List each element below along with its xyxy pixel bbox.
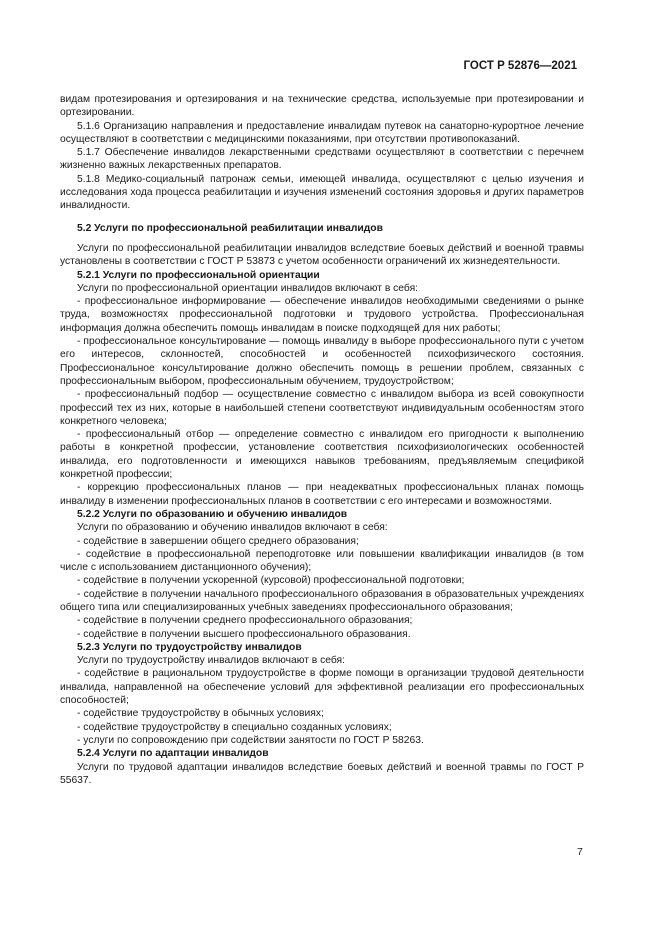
paragraph: 5.1.7 Обеспечение инвалидов лекарственными средствами осуществляют в соответствии с перечнем жизненно важных лекарственных препаратов. (60, 147, 584, 172)
paragraph: 5.1.6 Организацию направления и предоставление инвалидам путевок на санаторно-курортное лечение осуществляют в соответствии с медицинскими показаниями, при отсутствии противопоказаний. (60, 120, 584, 145)
subsection-heading-5-2-2: 5.2.2 Услуги по образованию и обучению инвалидов (77, 508, 348, 520)
paragraph: Услуги по трудоустройству инвалидов включают в себя: (77, 655, 345, 667)
list-item: - содействие трудоустройству в специально созданных условиях; (77, 721, 392, 733)
list-item: - профессиональный подбор — осуществление совместно с инвалидом выбора из всей совокупности профессий тех из них, которые в наибольшей степени соответствуют индивидуальным особенностям этого конкретного человека; (60, 389, 584, 427)
list-item: - профессиональное информирование — обеспечение инвалидов необходимыми сведениями о рынке труда, возможностях профессиональной подготовки и трудового устройства. Профессиональная информация должна обеспечить помощь инвалидам в поиске подходящей для них работы; (60, 296, 584, 334)
list-item: - содействие трудоустройству в обычных условиях; (77, 708, 324, 720)
paragraph: Услуги по образованию и обучению инвалидов включают в себя: (77, 522, 388, 534)
list-item: - содействие в получении среднего профессионального образования; (77, 615, 413, 627)
section-heading-5-2: 5.2 Услуги по профессиональной реабилитации инвалидов (77, 222, 383, 234)
list-item: - содействие в рациональном трудоустройстве в форме помощи в организации трудовой деятельности инвалида, направленной на обеспечение условий для эффективной реализации его профессиональных способностей; (60, 668, 584, 707)
list-item: - профессиональное консультирование — помощь инвалиду в выборе профессионального пути с учетом его интересов, склонностей, способностей и особенностей психофизического состояния. Профессиональное консультирование должно обеспечить помощь в решении проблем, связанных с профессиональным выбором, профессиональным обучением, трудоустройством; (60, 336, 584, 387)
paragraph: 5.1.8 Медико-социальный патронаж семьи, имеющей инвалида, осуществляют с целью изучения и исследования хода процесса реабилитации и изучения изменений состояния здоровья и других параметров инвалидности. (60, 173, 584, 212)
paragraph: Услуги по профессиональной реабилитации инвалидов вследствие боевых действий и военной травмы установлены в соответствии с ГОСТ Р 53873 с учетом особенности ограничений их жизнедеятельности. (60, 242, 584, 268)
list-item: - содействие в завершении общего среднего образования; (77, 535, 359, 547)
list-item: - коррекцию профессиональных планов — при неадекватных профессиональных планах помощь инвалиду в изменении профессиональных планов в соответствии с его интересами и возможностями. (60, 482, 584, 507)
list-item: - содействие в профессиональной переподготовке или повышении квалификации инвалидов (в том числе с использованием дистанционного обучения); (60, 548, 584, 574)
list-item: - содействие в получении высшего профессионального образования. (77, 628, 411, 640)
document-code: ГОСТ Р 52876—2021 (463, 60, 577, 72)
paragraph: Услуги по профессиональной ориентации инвалидов включают в себя: (77, 282, 419, 294)
paragraph: видам протезирования и ортезирования и на технические средства, используемые при протезировании и ортезировании. (60, 94, 584, 119)
list-item: - содействие в получении начального профессионального образования в образовательных учреждениях общего типа или специализированных учебных заведениях профессионального образования; (60, 588, 584, 613)
list-item: - услуги по сопровождению при содействии занятости по ГОСТ Р 58263. (77, 734, 424, 746)
document-body (60, 93, 584, 787)
subsection-heading-5-2-4: 5.2.4 Услуги по адаптации инвалидов (77, 748, 269, 760)
subsection-heading-5-2-3: 5.2.3 Услуги по трудоустройству инвалидов (77, 641, 302, 653)
page-number: 7 (577, 846, 583, 858)
subsection-heading-5-2-1: 5.2.1 Услуги по профессиональной ориентации (77, 269, 320, 281)
list-item: - профессиональный отбор — определение совместно с инвалидом его пригодности к выполнению работы в конкретной профессии, установление соответствия психофизиологических особенностей инвалида, его подготовленности и имеющихся навыков требованиям, предъявляемым спецификой конкретной профессии; (60, 429, 584, 481)
paragraph: Услуги по трудовой адаптации инвалидов вследствие боевых действий и военной травмы по ГОСТ Р 55637. (60, 761, 584, 786)
list-item: - содействие в получении ускоренной (курсовой) профессиональной подготовки; (77, 575, 465, 587)
